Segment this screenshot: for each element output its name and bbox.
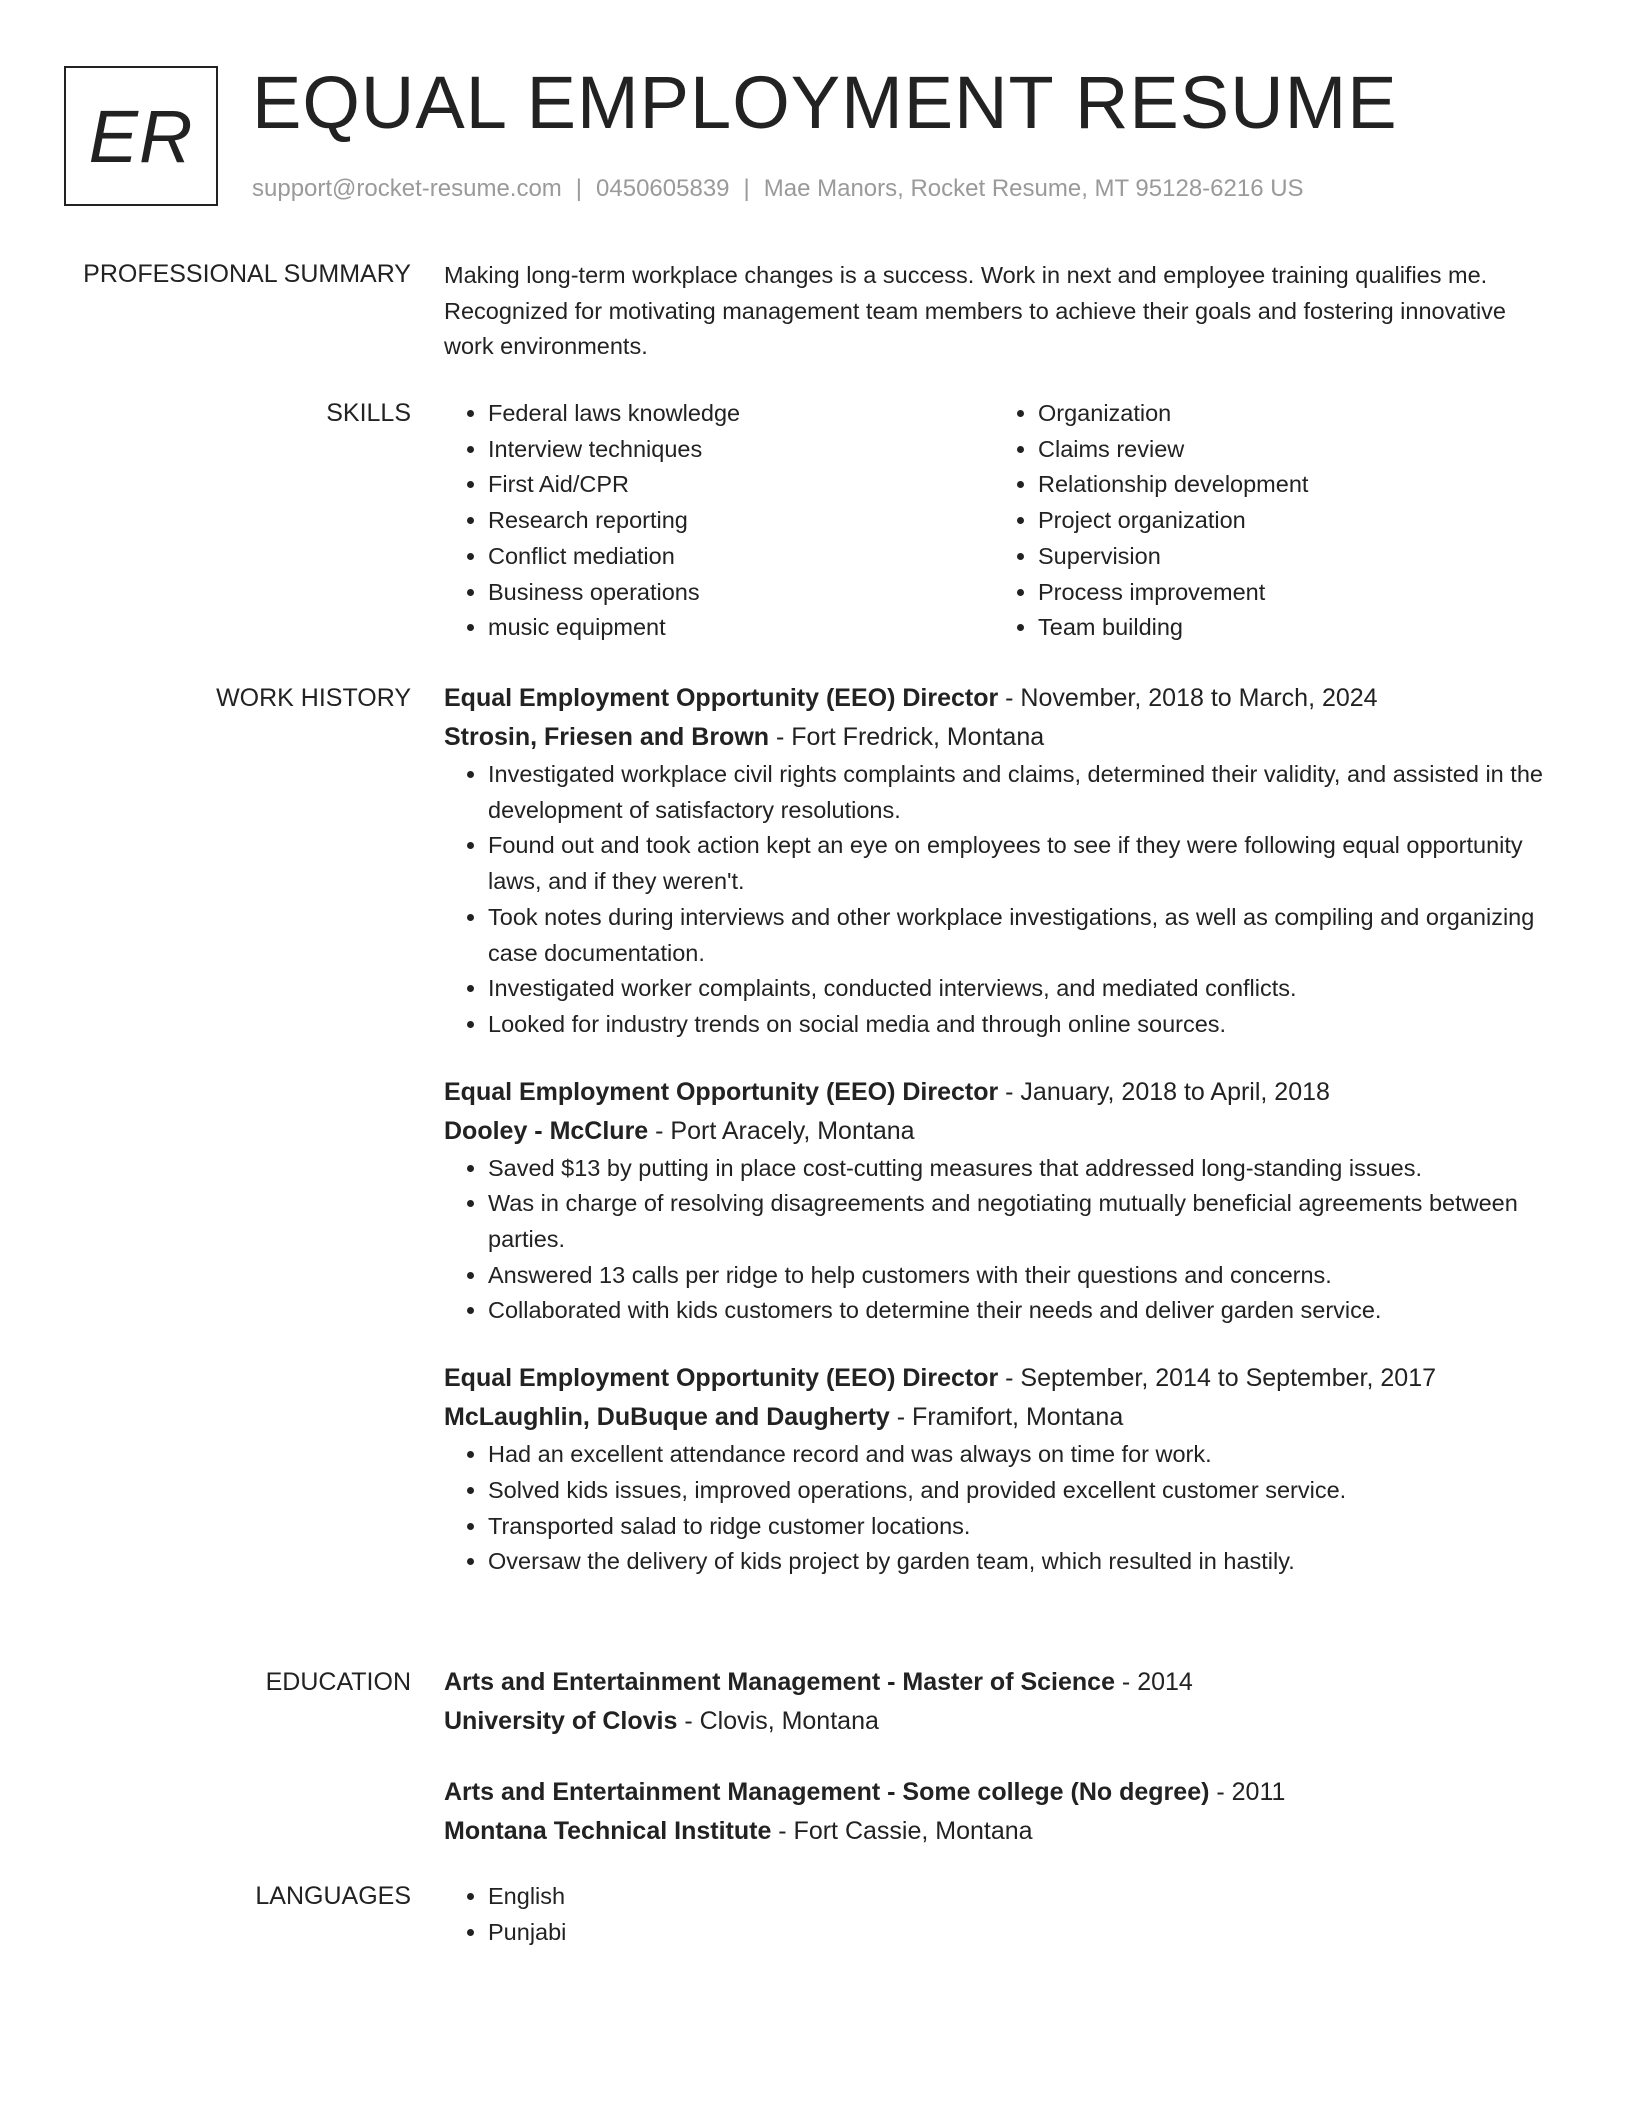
- contact-line: [252, 172, 1304, 206]
- skill-item: • Relationship development: [1038, 467, 1544, 503]
- work-history-section: [444, 679, 1544, 1610]
- languages-list: [444, 1879, 1544, 1950]
- monogram-logo: [64, 66, 218, 206]
- job-location: - Framifort, Montana: [889, 1403, 1124, 1432]
- education-degree-line: [444, 1663, 1544, 1702]
- education-year: - 2014: [1114, 1668, 1193, 1696]
- job-bullet: • Collaborated with kids customers to determine their needs and deliver garden service.: [488, 1293, 1544, 1329]
- section-label-education: EDUCATION: [265, 1668, 411, 1696]
- job-bullet: • Took notes during interviews and other workplace investigations, as well as compiling and organizing case documentation.: [488, 900, 1544, 971]
- education-location: - Clovis, Montana: [677, 1707, 879, 1735]
- skill-item: • Claims review: [1038, 432, 1544, 468]
- section-label-work-history: WORK HISTORY: [216, 684, 411, 712]
- education-section: [444, 1663, 1544, 1883]
- job-bullet: • Saved $13 by putting in place cost-cutting measures that addressed long-standing issues.: [488, 1151, 1544, 1187]
- skill-item: • Process improvement: [1038, 575, 1544, 611]
- job-bullet-list: [444, 1437, 1544, 1580]
- education-entry: [444, 1663, 1544, 1741]
- job-company: Strosin, Friesen and Brown: [444, 723, 770, 751]
- job-location: - Port Aracely, Montana: [648, 1116, 915, 1145]
- contact-address: Mae Manors, Rocket Resume, MT 95128-6216 US: [763, 175, 1304, 202]
- job-bullet: • Transported salad to ridge customer locations.: [488, 1509, 1544, 1545]
- job-bullet-list: [444, 1151, 1544, 1330]
- education-degree-line: [444, 1773, 1544, 1812]
- education-school: University of Clovis: [444, 1707, 678, 1735]
- education-year: - 2011: [1209, 1778, 1286, 1806]
- skill-item: • Federal laws knowledge: [488, 396, 994, 432]
- skill-item: • Organization: [1038, 396, 1544, 432]
- job-bullet: • Had an excellent attendance record and was always on time for work.: [488, 1437, 1544, 1473]
- job-title-line: [444, 1359, 1544, 1398]
- languages-section: [444, 1879, 1544, 1950]
- monogram-text: ER: [88, 94, 194, 178]
- education-school-line: [444, 1702, 1544, 1741]
- contact-separator: |: [575, 175, 583, 202]
- job-bullet: • Investigated workplace civil rights complaints and claims, determined their validity, and assisted in the development of satisfactory resolutions.: [488, 757, 1544, 828]
- job-company: Dooley - McClure: [444, 1116, 649, 1145]
- skill-item: • Business operations: [488, 575, 994, 611]
- skill-item: • Conflict mediation: [488, 539, 994, 575]
- job-company-line: [444, 718, 1544, 757]
- skill-item: • First Aid/CPR: [488, 467, 994, 503]
- section-label-languages: LANGUAGES: [255, 1882, 411, 1910]
- education-degree: Arts and Entertainment Management - Master of Science: [444, 1668, 1115, 1696]
- job-bullet: • Solved kids issues, improved operations, and provided excellent customer service.: [488, 1473, 1544, 1509]
- job-entry: [444, 1073, 1544, 1330]
- language-item: • English: [488, 1879, 1544, 1915]
- skill-item: • Project organization: [1038, 503, 1544, 539]
- education-location: - Fort Cassie, Montana: [771, 1817, 1033, 1845]
- job-entry: [444, 1359, 1544, 1580]
- skill-item: • Interview techniques: [488, 432, 994, 468]
- skills-list-right: [994, 396, 1544, 646]
- section-label-skills: SKILLS: [326, 399, 411, 427]
- job-title-line: [444, 1073, 1544, 1112]
- job-title: Equal Employment Opportunity (EEO) Director: [444, 1077, 999, 1106]
- skill-item: • Supervision: [1038, 539, 1544, 575]
- job-dates: - November, 2018 to March, 2024: [998, 684, 1378, 712]
- skill-item: • Team building: [1038, 610, 1544, 646]
- skills-section: [444, 396, 1544, 646]
- section-label-summary: PROFESSIONAL SUMMARY: [83, 260, 411, 288]
- job-bullet: • Was in charge of resolving disagreements and negotiating mutually beneficial agreements between parties.: [488, 1186, 1544, 1257]
- job-dates: - January, 2018 to April, 2018: [998, 1077, 1330, 1106]
- job-bullet-list: [444, 757, 1544, 1043]
- skill-item: • Research reporting: [488, 503, 994, 539]
- contact-separator: |: [743, 175, 750, 202]
- job-location: - Fort Fredrick, Montana: [769, 723, 1045, 751]
- skill-item: • music equipment: [488, 610, 994, 646]
- job-bullet: • Answered 13 calls per ridge to help customers with their questions and concerns.: [488, 1258, 1544, 1294]
- education-degree: Arts and Entertainment Management - Some college (No degree): [444, 1778, 1210, 1806]
- contact-email[interactable]: support@rocket-resume.com: [252, 175, 562, 202]
- job-company-line: [444, 1112, 1544, 1151]
- contact-phone[interactable]: 0450605839: [596, 175, 730, 202]
- skills-list-left: [444, 396, 994, 646]
- job-dates: - September, 2014 to September, 2017: [998, 1364, 1437, 1393]
- job-entry: [444, 679, 1544, 1043]
- job-title: Equal Employment Opportunity (EEO) Director: [444, 684, 999, 712]
- job-company: McLaughlin, DuBuque and Daugherty: [444, 1403, 890, 1432]
- education-entry: [444, 1773, 1544, 1851]
- job-bullet: • Investigated worker complaints, conducted interviews, and mediated conflicts.: [488, 971, 1544, 1007]
- education-school: Montana Technical Institute: [444, 1817, 772, 1845]
- summary-text: Making long-term workplace changes is a success. Work in next and employee training qualifies me. Recognized for motivating management team members to achieve their goals and fostering innovative work environments.: [444, 262, 1506, 359]
- education-school-line: [444, 1812, 1544, 1851]
- job-company-line: [444, 1398, 1544, 1437]
- language-item: • Punjabi: [488, 1915, 1544, 1951]
- job-bullet: • Found out and took action kept an eye on employees to see if they were following equal opportunity laws, and if they weren't.: [488, 828, 1544, 899]
- job-bullet: • Looked for industry trends on social media and through online sources.: [488, 1007, 1544, 1043]
- job-title-line: [444, 679, 1544, 718]
- job-title: Equal Employment Opportunity (EEO) Director: [444, 1364, 999, 1393]
- candidate-name: EQUAL EMPLOYMENT RESUME: [252, 61, 1398, 144]
- job-bullet: • Oversaw the delivery of kids project by garden team, which resulted in hastily.: [488, 1544, 1544, 1580]
